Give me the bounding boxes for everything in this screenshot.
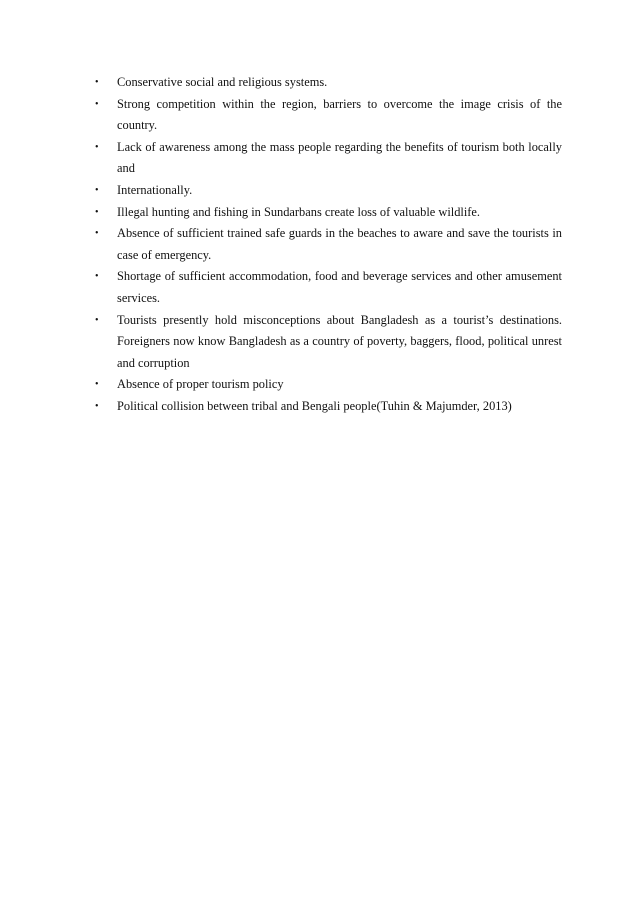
list-item-text: Illegal hunting and fishing in Sundarbans create loss of valuable wildlife. [117, 204, 481, 219]
bullet-icon: • [95, 206, 99, 218]
list-item-text: Lack of awareness among the mass people regarding the benefits of tourism both locally and [117, 139, 562, 176]
list-item [90, 180, 562, 202]
bullet-icon: • [95, 400, 99, 412]
list-item-text: Conservative social and religious systems. [117, 75, 328, 89]
list-item-text: Political collision between tribal and Bengali people(Tuhin & Majumder, 2013) [117, 398, 512, 413]
list-item [90, 72, 562, 94]
bullet-icon: • [95, 314, 99, 326]
list-item-text: Shortage of sufficient accommodation, food and beverage services and other amusement services. [117, 269, 562, 305]
list-item [90, 396, 562, 418]
list-item [90, 223, 562, 266]
list-item [90, 94, 562, 137]
bullet-list [90, 72, 562, 418]
list-item-text: Internationally. [117, 182, 193, 197]
list-item [90, 310, 562, 375]
bullet-icon: • [95, 228, 99, 240]
list-item-text: Strong competition within the region, barriers to overcome the image crisis of the country. [117, 96, 562, 133]
bullet-icon: • [95, 98, 99, 110]
list-item-text: Absence of sufficient trained safe guards in the beaches to aware and save the tourists in case of emergency. [117, 226, 562, 262]
bullet-icon: • [95, 141, 99, 153]
list-item-text: Absence of proper tourism policy [117, 377, 284, 392]
bullet-icon: • [95, 271, 99, 283]
bullet-icon: • [95, 379, 99, 391]
bullet-icon: • [95, 184, 99, 196]
list-item [90, 137, 562, 180]
bullet-icon: • [95, 77, 99, 88]
list-item [90, 202, 562, 224]
list-item-text: Tourists presently hold misconceptions about Bangladesh as a tourist’s destinations. Foreigners now know Bangladesh as a country of poverty, baggers, flood, political unrest and corruption [117, 312, 562, 370]
list-item [90, 374, 562, 396]
list-item [90, 266, 562, 309]
